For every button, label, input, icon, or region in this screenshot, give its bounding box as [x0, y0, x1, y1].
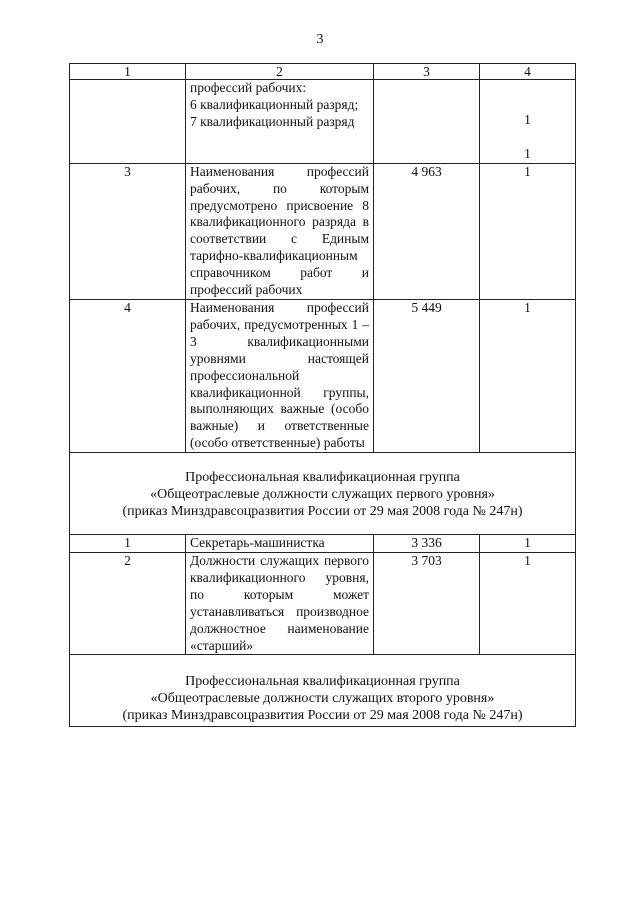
group-title: Профессиональная квалификационная группа	[185, 470, 460, 486]
group-name: «Общеотраслевые должности служащих первого уровня»	[150, 487, 495, 503]
table-row	[70, 535, 576, 553]
coefficient: 1	[480, 299, 576, 452]
table-header-row	[70, 64, 576, 80]
group-heading-row	[70, 453, 576, 535]
qualification-level: 1	[70, 535, 186, 553]
header-col-3: 3	[374, 64, 480, 80]
position-description: Секретарь-машинистка	[186, 535, 374, 553]
coefficient: 1	[480, 163, 576, 299]
table-row	[70, 163, 576, 299]
qualification-level: 4	[70, 299, 186, 452]
profession-description: Наименования профессий рабочих, предусмотренных 1 – 3 квалификационными уровнями настоящей профессиональной квалификационной группы, выполняющих важные (особо важные) и ответственные (особо ответственные) работы	[186, 299, 374, 452]
group-title: Профессиональная квалификационная группа	[185, 674, 460, 690]
coefficient: 1	[480, 535, 576, 553]
page-number: 3	[316, 32, 324, 47]
base-salary	[374, 80, 480, 164]
table-row	[70, 299, 576, 452]
base-salary: 5 449	[374, 299, 480, 452]
header-col-2: 2	[186, 64, 374, 80]
table-row	[70, 553, 576, 655]
profession-description: Наименования профессий рабочих, по которым предусмотрено присвоение 8 квалификационного разряда в соответствии с Единым тарифно-квалификационным справочником работ и профессий рабочих	[186, 163, 374, 299]
group-order-reference: (приказ Минздравсоцразвития России от 29 мая 2008 года № 247н)	[122, 504, 523, 520]
group-name: «Общеотраслевые должности служащих второго уровня»	[150, 691, 495, 707]
base-salary: 3 703	[374, 553, 480, 655]
group-heading-row	[70, 655, 576, 727]
group-heading	[70, 453, 576, 535]
qualification-level	[70, 80, 186, 164]
coefficient: 1 1	[480, 80, 576, 164]
base-salary: 4 963	[374, 163, 480, 299]
group-heading	[70, 655, 576, 727]
profession-description: профессий рабочих: 6 квалификационный разряд; 7 квалификационный разряд	[186, 80, 374, 164]
qualification-level: 3	[70, 163, 186, 299]
coefficient: 1	[480, 553, 576, 655]
base-salary: 3 336	[374, 535, 480, 553]
position-description: Должности служащих первого квалификационного уровня, по которым может устанавливаться производное должностное наименование «старший»	[186, 553, 374, 655]
header-col-4: 4	[480, 64, 576, 80]
header-col-1: 1	[70, 64, 186, 80]
qualification-level: 2	[70, 553, 186, 655]
group-order-reference: (приказ Минздравсоцразвития России от 29 мая 2008 года № 247н)	[122, 708, 523, 724]
table-row	[70, 80, 576, 164]
salary-table	[69, 63, 576, 727]
